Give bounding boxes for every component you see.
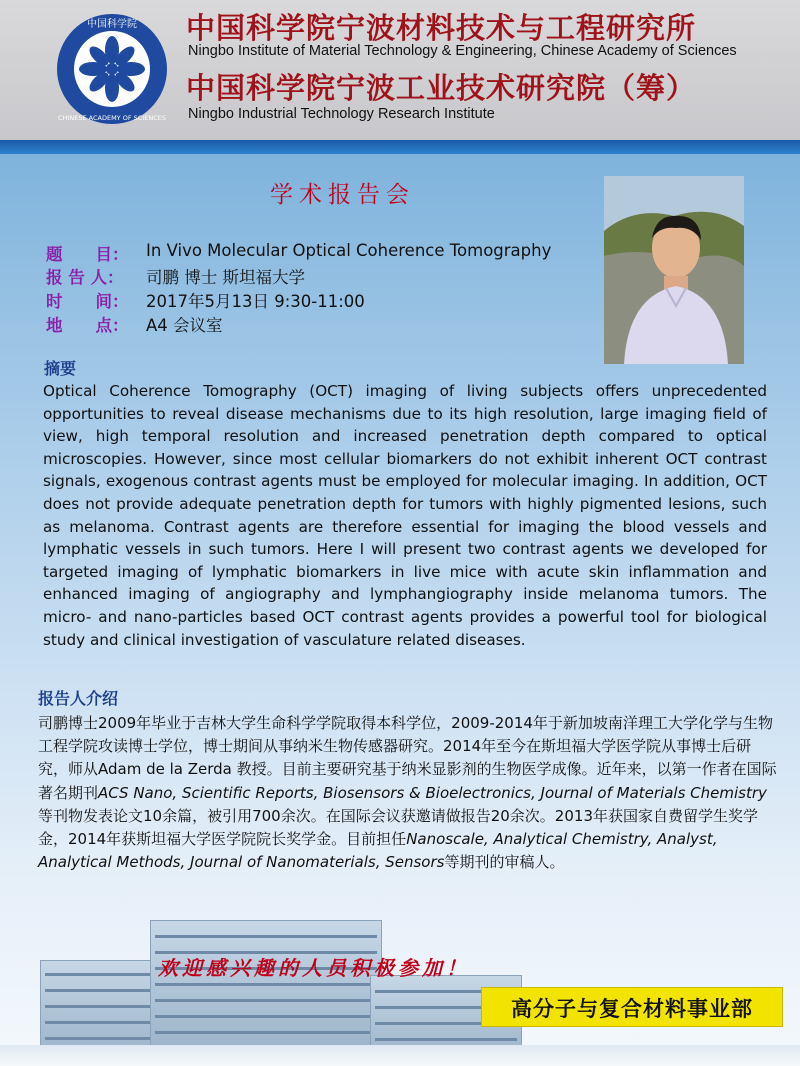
- location-value: A4 会议室: [146, 316, 223, 335]
- header-band: [0, 0, 800, 140]
- title-value: In Vivo Molecular Optical Coherence Tomography: [146, 241, 552, 260]
- bio-part-1: 司鹏博士2009年毕业于吉林大学生命科学学院取得本科学位，2009-2014年于新加坡南洋理工大学化学与生物工程学院攻读博士学位，博士期间从事纳米生物传感器研究。2014年至今在斯坦福大学医学院从事博士后研究，师从Adam de la Zerda 教授。目前主要研究基于纳米显影剂的生物医学成像。近年来，以第一作者在国际著名期刊: [38, 714, 777, 802]
- ground: [0, 1045, 800, 1066]
- bio-part-2: 等刊物发表论文10余篇，被引用700余次。在国际会议获邀请做报告20余次。2013年获国家自费留学生奖学金，2014年获斯坦福大学医学院院长奖学金。目前担任: [38, 806, 758, 849]
- logo-cn-text: 中国科学院: [87, 19, 137, 30]
- bio-text: [38, 712, 778, 874]
- building-illustration: [0, 905, 800, 1066]
- speaker-value: 司鹏 博士 斯坦福大学: [146, 268, 305, 287]
- institute-name-en-1: Ningbo Institute of Material Technology & Engineering, Chinese Academy of Sciences: [188, 43, 737, 59]
- bio-title: 报告人介绍: [38, 689, 119, 708]
- cas-logo-icon: [55, 12, 169, 126]
- speaker-label: 报 告 人：: [46, 268, 124, 287]
- bio-journals-2: Nanoscale, Analytical Chemistry, Analyst, Analytical Methods, Journal of Nanomaterials, Sensors: [38, 830, 718, 872]
- bio-journals-1: ACS Nano, Scientific Reports, Biosensors & Bioelectronics, Journal of Materials Chemistry: [98, 783, 767, 802]
- talk-heading: 学术报告会: [270, 182, 415, 208]
- location-label: 地 点：: [46, 316, 129, 335]
- institute-name-cn-1: 中国科学院宁波材料技术与工程研究所: [186, 11, 697, 45]
- time-label: 时 间：: [46, 292, 129, 311]
- bio-part-3: 等期刊的审稿人。: [444, 853, 565, 872]
- logo-en-text: CHINESE ACADEMY OF SCIENCES: [58, 114, 166, 122]
- abstract-title: 摘要: [44, 359, 77, 378]
- title-label: 题 目：: [46, 245, 129, 264]
- institute-name-cn-2: 中国科学院宁波工业技术研究院（筹）: [186, 71, 697, 105]
- department-name: 高分子与复合材料事业部: [511, 997, 753, 1021]
- institute-name-en-2: Ningbo Industrial Technology Research Institute: [188, 106, 495, 122]
- department-box: [481, 987, 783, 1027]
- speaker-photo: [604, 176, 744, 364]
- time-value: 2017年5月13日 9:30-11:00: [146, 292, 365, 311]
- welcome-slogan: 欢迎感兴趣的人员积极参加！: [158, 956, 470, 980]
- header-divider: [0, 140, 800, 154]
- abstract-text: Optical Coherence Tomography (OCT) imaging of living subjects offers unprecedented opportunities to reveal disease mechanisms due to its high resolution, large imaging field of view, high temporal resolution and increased penetration depth compared to optical microscopies. However, since most cellular biomarkers do not exhibit inherent OCT contrast signals, exogenous contrast agents must be employed for molecular imaging. In addition, OCT does not provide adequate penetration depth for tumors with highly pigmented lesions, such as melanoma. Contrast agents are therefore essential for imaging the blood vessels and lymphatic vessels in such tumors. Here I will present two contrast agents we developed for targeted imaging of lymphatic biomarkers in live mice with acute skin inflammation and enhanced imaging of angiography and lymphangiography inside melanoma tumors. The micro- and nano-particles based OCT contrast agents provides a powerful tool for biological study and clinical investigation of vasculature related diseases.: [43, 382, 767, 649]
